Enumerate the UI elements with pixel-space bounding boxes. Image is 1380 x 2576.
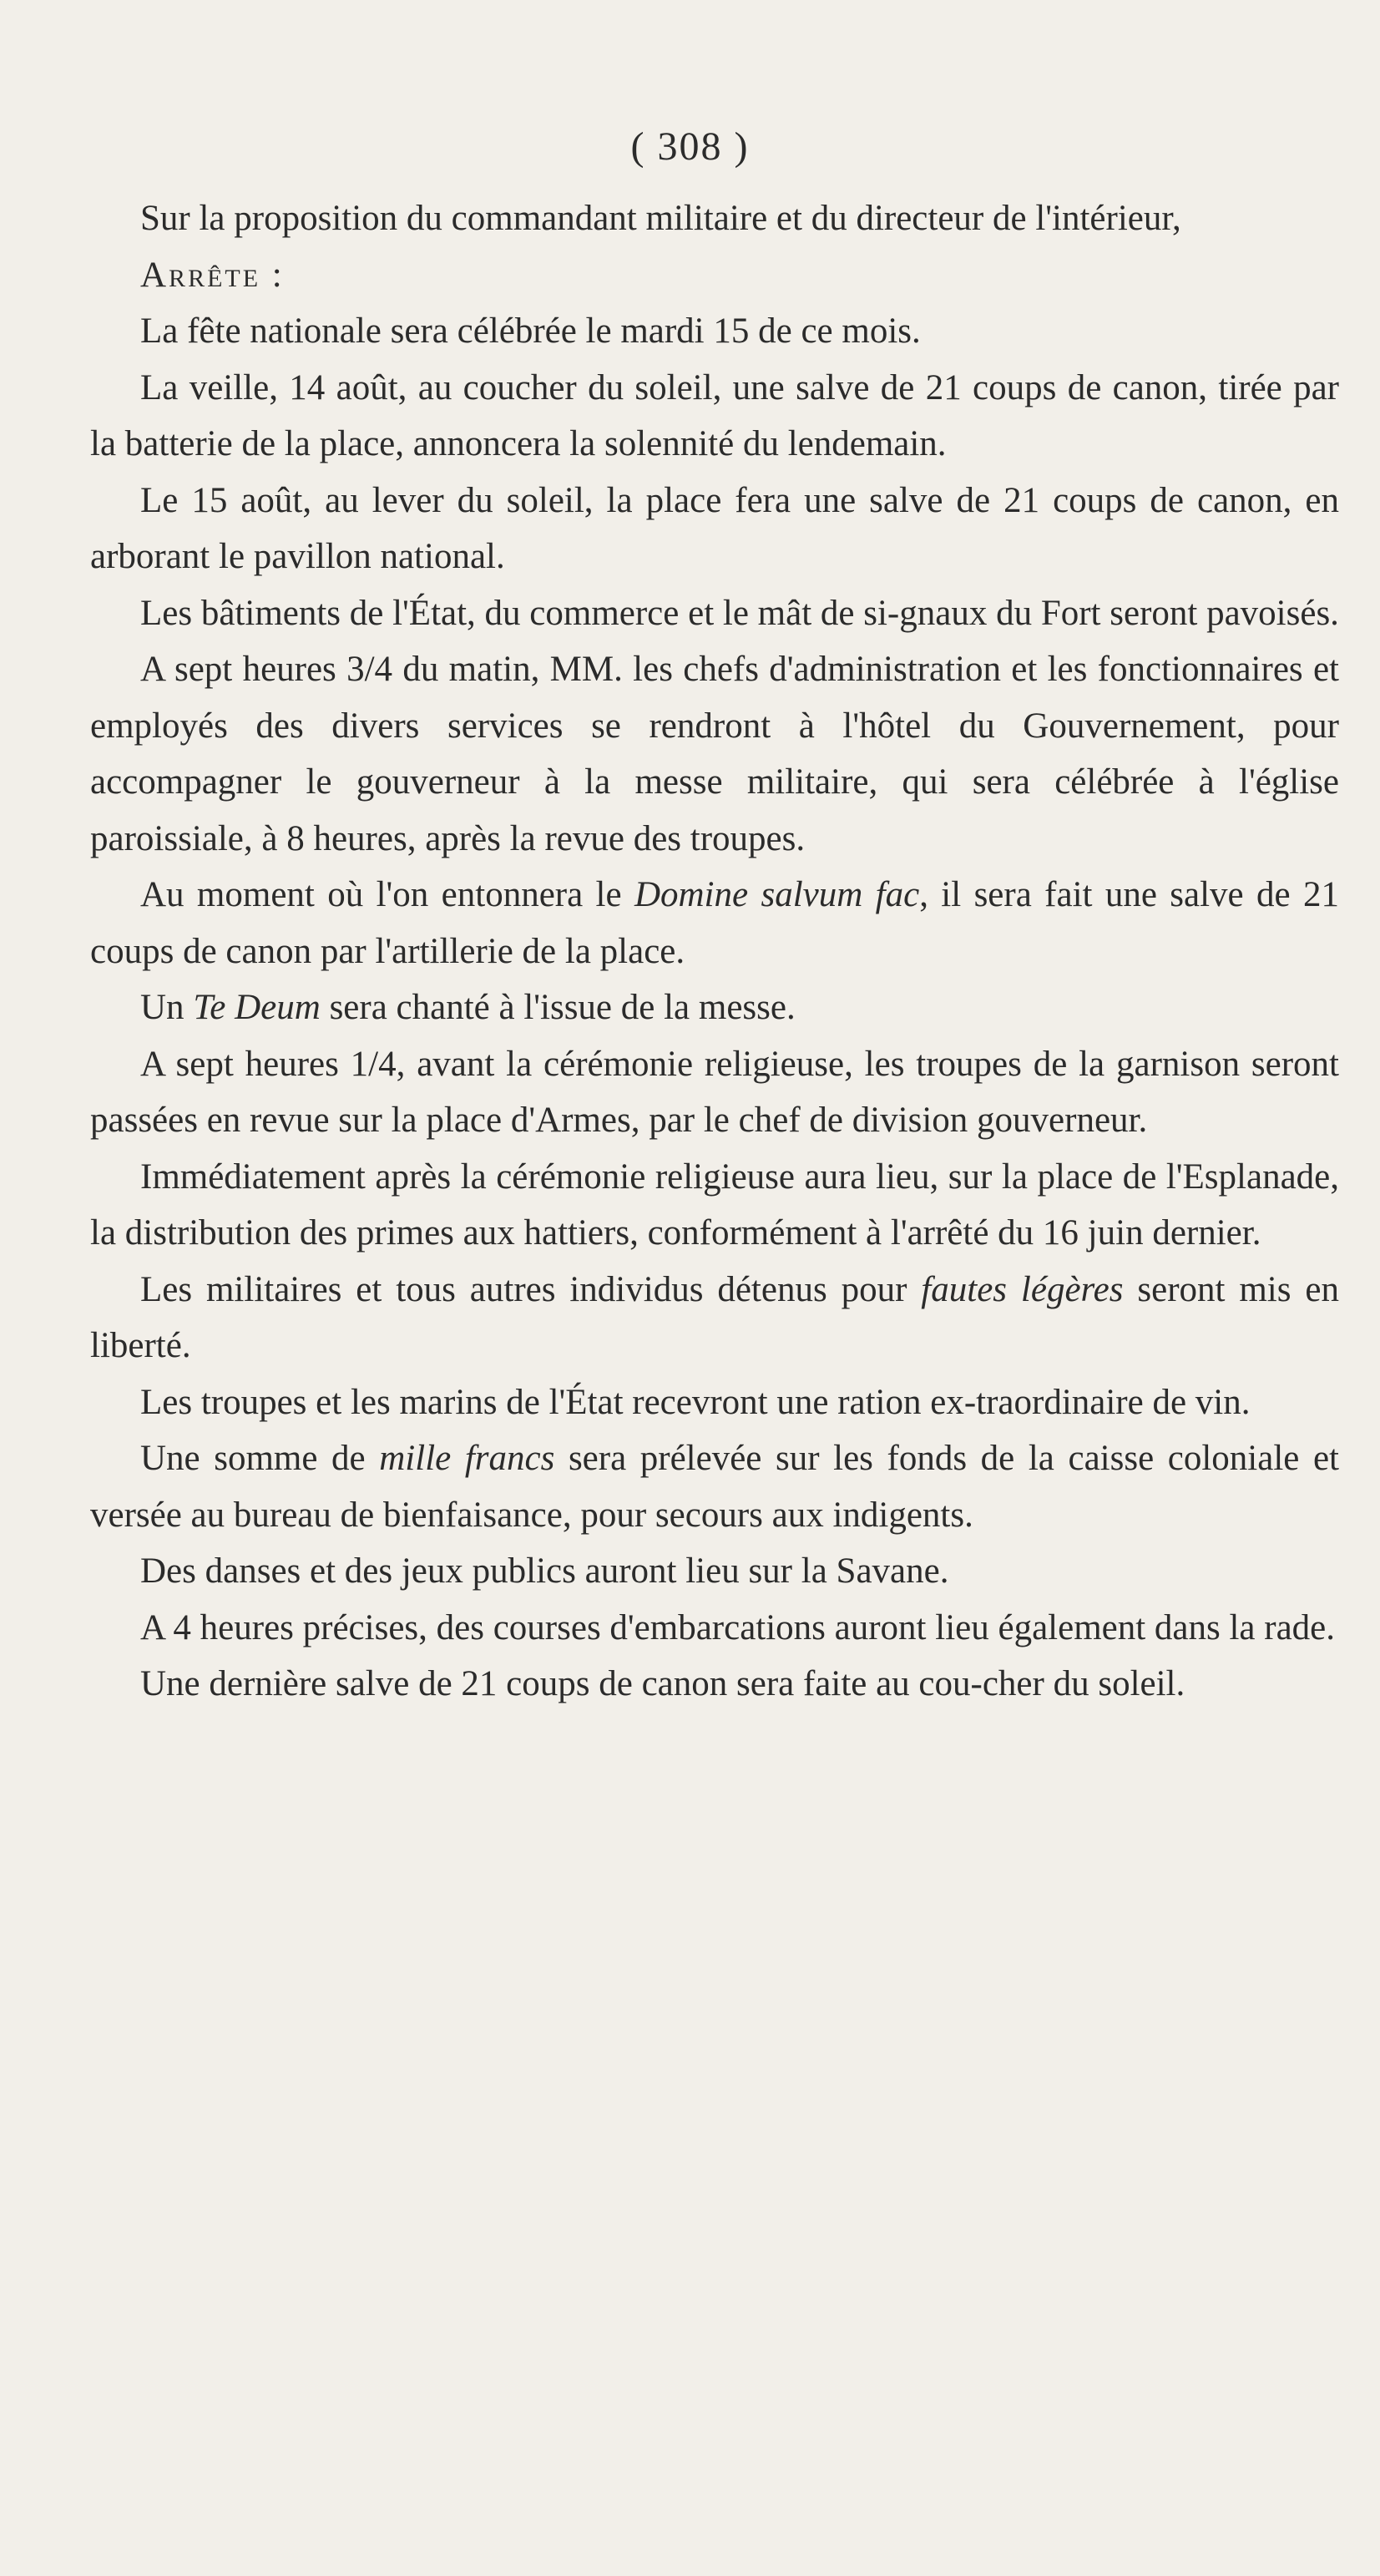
paragraph [90, 473, 1339, 585]
page-number: ( 308 ) [630, 124, 750, 169]
paragraph [90, 867, 1339, 979]
text-run: A sept heures 1/4, avant la cérémonie religieuse, les troupes de la garnison seront passées en revue sur la place d'Armes, par le chef de division gouverneur. [90, 1044, 1339, 1140]
decree-heading [90, 247, 1339, 304]
text-run: , il sera fait une salve de 21 coups de canon par l'artillerie de la place. [90, 875, 1339, 971]
text-run: Le 15 août, au lever du soleil, la place fera une salve de 21 coups de canon, en arborant le pavillon national. [90, 480, 1339, 576]
paragraph [90, 303, 1339, 360]
text-run: seront mis en liberté. [90, 1269, 1339, 1365]
paragraph [90, 1262, 1339, 1374]
text-run: Une somme de [140, 1439, 380, 1478]
text-run: Sur la proposition du commandant militaire et du directeur de l'intérieur, [140, 199, 1181, 238]
italic-phrase: mille francs [379, 1439, 555, 1478]
paragraph [90, 1543, 1339, 1600]
italic-phrase: Domine salvum fac [634, 875, 920, 914]
text-run: sera chanté à l'issue de la messe. [320, 988, 796, 1027]
text-run: Une dernière salve de 21 coups de canon sera faite au cou-cher du soleil. [140, 1664, 1185, 1703]
text-run: A 4 heures précises, des courses d'embarcations auront lieu également dans la rade. [140, 1607, 1336, 1647]
paragraph [90, 1600, 1339, 1657]
text-run: Les bâtiments de l'État, du commerce et le mât de si-gnaux du Fort seront pavoisés. [140, 593, 1339, 633]
text-run: Des danses et des jeux publics auront lieu sur la Savane. [140, 1551, 949, 1591]
paragraph [90, 1149, 1339, 1262]
paragraph [90, 360, 1339, 473]
paragraph [90, 641, 1339, 867]
paragraph [90, 585, 1339, 642]
text-run: sera prélevée sur les fonds de la caisse coloniale et versée au bureau de bienfaisance, pour secours aux indigents. [90, 1439, 1340, 1535]
paragraph [90, 1656, 1339, 1713]
paragraph [90, 979, 1339, 1036]
text-run: Arrête : [140, 255, 285, 295]
italic-phrase: fautes légères [921, 1269, 1124, 1309]
paragraph [90, 1430, 1339, 1543]
italic-phrase: Te Deum [193, 988, 321, 1027]
paragraph [90, 1374, 1339, 1431]
paragraph [90, 190, 1339, 247]
text-run: Un [140, 988, 194, 1027]
text-run: La fête nationale sera célébrée le mardi 15 de ce mois. [140, 311, 921, 351]
text-run: Au moment où l'on entonnera le [140, 875, 634, 914]
body-text [90, 190, 1339, 1713]
text-run: Les militaires et tous autres individus détenus pour [140, 1269, 922, 1309]
text-run: Immédiatement après la cérémonie religieuse aura lieu, sur la place de l'Esplanade, la distribution des primes aux hattiers, conformément à l'arrêté du 16 juin dernier. [90, 1156, 1339, 1253]
text-run: A sept heures 3/4 du matin, MM. les chefs d'administration et les fonctionnaires et employés des divers services se rendront à l'hôtel du Gouvernement, pour accompagner le gouverneur à la messe militaire, qui sera célébrée à l'église paroissiale, à 8 heures, après la revue des troupes. [90, 650, 1339, 858]
text-run: La veille, 14 août, au coucher du soleil, une salve de 21 coups de canon, tirée par la batterie de la place, annoncera la solennité du lendemain. [90, 367, 1339, 463]
paragraph [90, 1036, 1339, 1149]
text-run: Les troupes et les marins de l'État recevront une ration ex-traordinaire de vin. [140, 1382, 1251, 1422]
